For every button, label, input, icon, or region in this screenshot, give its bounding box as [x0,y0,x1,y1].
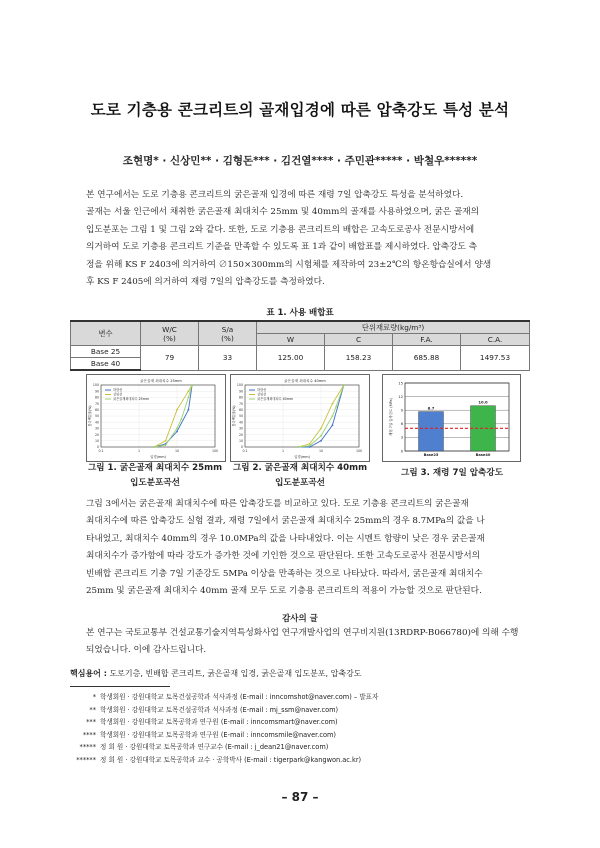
data-point [343,384,345,386]
footnote-item [70,729,530,742]
y-tick-label: 80 [238,395,243,400]
y-tick-label: 10 [238,439,243,443]
y-tick-label: 40 [94,420,99,425]
footnote-item [70,741,530,754]
cell-water: 125.00 [257,346,325,371]
footnote-mark: ** [89,705,96,714]
data-point [332,415,334,417]
data-label: 10.0 [478,399,488,405]
footnote-text: 학생회원 · 강원대학교 토목공학과 연구원 (E-mail : inncomsmart@naver.com) [100,718,338,727]
data-point [165,444,167,446]
cell-wc: 79 [141,346,199,371]
chart-title: 굵은골재 최대치수 25mm [140,379,182,383]
x-tick-label: Base25 [423,453,439,457]
y-tick-label: 0 [400,449,403,454]
intro-line: 본 연구에서는 도로 기층용 콘크리트의 굵은골재 입경에 따른 재령 7일 압축강도 특성을 분석하였다. [86,190,464,200]
figure-1-caption-line2: 입도분포곡선 [130,478,180,488]
header-sa-unit: (%) [221,333,234,343]
footnote-text: 학생회원 · 강원대학교 토목건설공학과 석사과정 (E-mail : mj_ssm@naver.com) [100,705,339,714]
data-point [165,440,167,442]
mix-table [70,320,530,371]
footnote-mark: *** [86,718,96,727]
y-tick-label: 15 [398,381,403,386]
paper-title: 도로 기층용 콘크리트의 골재입경에 따른 압축강도 특성 분석 [90,101,510,119]
x-tick-label: 10 [318,449,324,453]
x-tick-label: 100 [211,449,219,453]
x-tick-label: 1 [137,449,141,453]
legend-label: 상한선 [257,392,267,397]
y-tick-label: 20 [94,432,99,437]
data-label: 8.7 [427,405,435,411]
y-tick-label: 0 [240,445,243,450]
keywords-text: 도로기층, 빈배합 콘크리트, 굵은골재 입경, 굵은골재 입도분포, 압축강도 [109,669,362,678]
footnote-item [70,691,530,704]
footnote-divider [70,686,170,687]
data-point [335,406,337,408]
data-point [176,431,178,433]
data-point [332,424,334,426]
page-number: – 87 – [281,790,319,804]
bar-base25 [419,412,444,451]
y-tick-label: 40 [238,420,243,425]
result-paragraph [86,496,531,600]
y-tick-label: 70 [94,401,99,406]
y-axis-label: 재령 7일 압축강도 (MPa) [389,398,393,436]
y-tick-label: 9 [400,408,403,413]
intro-line: 의거하여 도로 기층용 콘크리트 기준을 만족할 수 있도록 표 1과 같이 배합표를 제시하였다. 압축강도 측 [86,242,478,253]
y-tick-label: 90 [238,389,243,394]
ack-line: 본 연구는 국토교통부 건설교통기술지역특성화사업 연구개발사업의 연구비지원(13RDRP-B066780)에 의해 수행 [86,628,519,638]
data-point [297,446,299,448]
footnote-mark: * [92,693,96,701]
author-list: 조현명* · 신상민** · 김형돈*** · 김건열**** · 주민관***** · 박철우****** [122,155,478,167]
result-line: 25mm 및 굵은골재 최대치수 40mm 골재 모두 도로 기층용 콘크리트의 적용이 가능할 것으로 판단된다. [86,586,482,597]
figure-1-caption-line1: 그림 1. 굵은골재 최대치수 25mm [87,463,223,473]
y-tick-label: 50 [94,414,99,419]
footnote-item [70,704,530,717]
header-variable: 변수 [71,321,141,346]
header-wc-unit: (%) [163,333,176,343]
row-name-base40: Base 40 [71,358,141,371]
data-point [191,384,193,386]
y-tick-label: 50 [238,414,243,419]
legend-label: 굵은골재최대치수 40mm [257,397,293,402]
y-tick-label: 30 [94,426,99,431]
legend-label: 상한선 [113,392,123,397]
acknowledgement-title: 감사의 글 [282,614,318,624]
footnotes [70,691,530,767]
x-tick-label: 0.1 [242,449,248,453]
y-tick-label: 60 [238,408,243,412]
footnote-text: 정 회 원 · 강원대학교 토목공학과 연구교수 (E-mail : j_dean21@naver.com) [100,743,329,752]
y-axis-label: 통과백분율(%) [88,405,92,427]
y-tick-label: 90 [94,389,99,394]
x-axis-label: 입경(mm) [150,455,166,459]
result-line: 최대치수에 따른 압축강도 실험 결과, 재령 7일에서 굵은골재 최대치수 25mm의 경우 8.7MPa의 값을 나 [86,516,485,527]
intro-line: 입도분포는 그림 1 및 그림 2와 같다. 또한, 도로 기층용 콘크리트의 배합은 고속도로공사 전문시방서에 [86,224,475,235]
y-tick-label: 100 [92,383,99,388]
y-tick-label: 70 [238,401,243,406]
y-tick-label: 80 [94,395,99,400]
intro-paragraph [86,187,531,291]
data-point [309,445,311,447]
header-unit-content: 단위재료량(kg/m³) [257,321,530,334]
ack-line: 되었습니다. 이에 감사드립니다. [86,645,207,656]
result-line: 빈배합 콘크리트 기층 7일 기준강도 5MPa 이상을 만족하는 것으로 나타났다. 따라서, 굵은골재 최대치수 [86,568,483,579]
x-tick-label: 10 [174,449,180,453]
header-coarse-aggregate: C.A. [461,334,530,346]
header-wc [141,321,199,346]
strength-bar-chart [383,375,520,461]
data-point [332,403,334,405]
footnote-mark: ****** [76,755,96,764]
footnote-item [70,754,530,767]
header-sa-label: S/a [221,324,234,334]
footnote-text: 학생회원 · 강원대학교 토목공학과 연구원 (E-mail : inncomsmile@naver.com) [100,730,336,739]
y-tick-label: 12 [398,394,403,399]
figure-2-caption-line2: 입도분포곡선 [275,478,325,488]
y-tick-label: 10 [94,439,99,443]
cell-fine-aggregate: 685.88 [393,346,461,371]
intro-line: 후 KS F 2405에 의거하여 재령 7일의 압축강도를 측정하였다. [86,277,325,288]
table-title: 표 1. 사용 배합표 [266,308,334,318]
x-axis-label: 입경(mm) [294,455,310,459]
footnote-text: 정 회 원 · 강원대학교 토목공학과 교수 · 공학박사 (E-mail : tigerpark@kangwon.ac.kr) [100,755,362,764]
figure-2-frame [230,374,370,462]
data-point [176,409,178,411]
cell-sa: 33 [199,346,257,371]
x-tick-label: 0.1 [98,449,104,453]
cell-coarse-aggregate: 1497.53 [461,346,530,371]
y-tick-label: 20 [238,432,243,437]
data-point [153,446,155,448]
data-point [320,440,322,442]
footnote-text: 학생회원 · 강원대학교 토목건설공학과 석사과정 (E-mail : inncomshot@naver.com) – 발표자 [100,693,379,701]
x-tick-label: Base40 [475,453,491,457]
y-tick-label: 100 [236,383,243,388]
x-tick-label: 100 [355,449,363,453]
header-fine-aggregate: F.A. [393,334,461,346]
y-tick-label: 3 [400,435,403,440]
y-axis-label: 통과백분율(%) [232,405,236,427]
chart-title: 굵은골재 최대치수 40mm [284,379,326,383]
data-point [188,390,190,392]
result-line: 그림 3에서는 굵은골재 최대치수에 따른 압축강도를 비교하고 있다. 도로 기층용 콘크리트의 굵은골재 [86,499,469,509]
header-water: W [257,334,325,346]
data-point [320,428,322,430]
figure-3-caption: 그림 3. 재령 7일 압축강도 [401,468,503,478]
figure-2-caption [205,461,395,491]
footnote-mark: **** [82,730,96,739]
legend-label: 하한선 [113,388,123,393]
y-tick-label: 30 [238,426,243,431]
cell-cement: 158.23 [325,346,393,371]
y-tick-label: 0 [96,445,99,450]
footnote-item [70,716,530,729]
data-point [176,428,178,430]
result-line: 최대치수가 증가함에 따라 강도가 증가한 것에 기인한 것으로 판단된다. 또한 고속도로공사 전문시방서의 [86,551,480,562]
data-point [320,435,322,437]
data-point [188,397,190,399]
header-cement: C [325,334,393,346]
keywords [70,668,362,679]
intro-line: 정을 위해 KS F 2403에 의거하여 ∅150×300mm의 시험체를 제작하여 23±2℃의 항온항습실에서 양생 [86,259,492,270]
y-tick-label: 6 [400,422,403,427]
data-point [188,409,190,411]
figure-1-frame [86,374,226,462]
data-point [180,418,182,420]
footnote-mark: ***** [79,743,96,752]
header-sa [199,321,257,346]
gradation-chart-40mm [231,375,369,461]
x-tick-label: 1 [281,449,285,453]
header-wc-label: W/C [162,324,177,334]
keywords-label: 핵심용어 : [70,669,107,678]
row-name-base25: Base 25 [71,346,141,358]
figure-2-caption-line1: 그림 2. 굵은골재 최대치수 40mm [232,463,368,473]
acknowledgement-body [86,625,531,660]
y-tick-label: 60 [94,408,99,412]
legend-label: 굵은골재최대치수 25mm [113,397,149,402]
legend-label: 하한선 [257,388,267,393]
result-line: 타내었고, 최대치수 40mm의 경우 10.0MPa의 값을 나타내었다. 이는 시멘트 함량이 낮은 경우 굵은골재 [86,533,485,544]
gradation-chart-25mm [87,375,225,461]
data-point [309,443,311,445]
figure-3-frame [382,374,521,462]
intro-line: 골재는 서울 인근에서 채취한 굵은골재 최대치수 25mm 및 40mm의 골재를 사용하였으며, 굵은 골재의 [86,207,480,218]
